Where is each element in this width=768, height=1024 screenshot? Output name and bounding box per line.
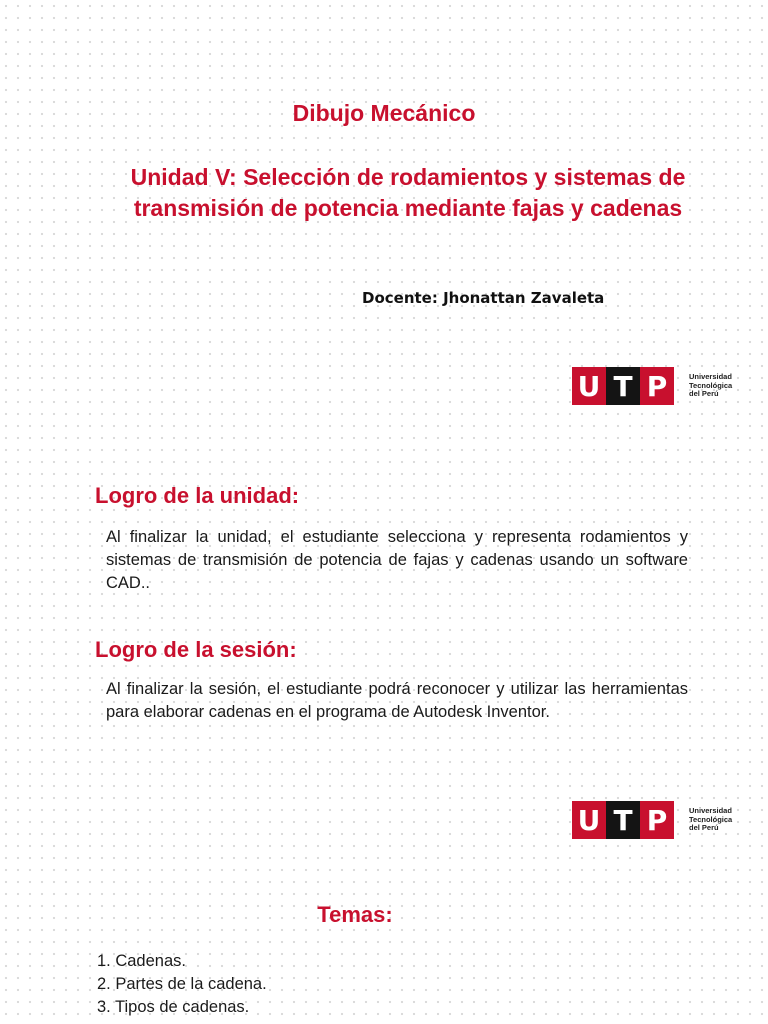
utp-logo <box>572 367 732 405</box>
logo-university-name <box>689 807 732 833</box>
logo-university-line: Universidad <box>689 806 732 816</box>
list-item: 3. Tipos de cadenas. <box>97 998 250 1016</box>
logo-university-name <box>689 373 732 399</box>
logo-university-line: Tecnológica <box>689 380 733 390</box>
temas-list <box>97 950 267 1019</box>
logro-sesion-text: Al finalizar la sesión, el estudiante podrá reconocer y utilizar las herramientas para elaborar cadenas en el programa de Autodesk Inventor. <box>106 680 688 721</box>
logro-sesion-heading: Logro de la sesión: <box>95 637 297 662</box>
list-item: 2. Partes de la cadena. <box>97 975 267 993</box>
logo-letter-p: P <box>640 801 674 839</box>
temas-heading: Temas: <box>317 902 393 927</box>
docente-label: Docente: Jhonattan Zavaleta <box>362 289 605 307</box>
list-item: 1. Cadenas. <box>97 952 186 970</box>
logo-letter-u: U <box>572 367 606 405</box>
logo-university-line: Universidad <box>689 372 732 382</box>
logro-unidad-text: Al finalizar la unidad, el estudiante selecciona y representa rodamientos y sistemas de transmisión de potencia de fajas y cadenas usando un software CAD.. <box>106 528 688 592</box>
unit-title: Unidad V: Selección de rodamientos y sistemas de transmisión de potencia mediante fajas y cadenas <box>130 164 686 221</box>
logo-letter-t: T <box>606 367 640 405</box>
course-title: Dibujo Mecánico <box>292 100 476 126</box>
logo-letter-u: U <box>572 801 606 839</box>
logro-unidad-heading: Logro de la unidad: <box>95 483 300 508</box>
logo-university-line: del Perú <box>689 823 719 833</box>
logo-university-line: del Perú <box>689 389 719 399</box>
logo-university-line: Tecnológica <box>689 814 733 824</box>
utp-logo-mark <box>572 801 674 839</box>
utp-logo-mark <box>572 367 674 405</box>
logo-letter-p: P <box>640 367 674 405</box>
logo-letter-t: T <box>606 801 640 839</box>
utp-logo <box>572 801 732 839</box>
